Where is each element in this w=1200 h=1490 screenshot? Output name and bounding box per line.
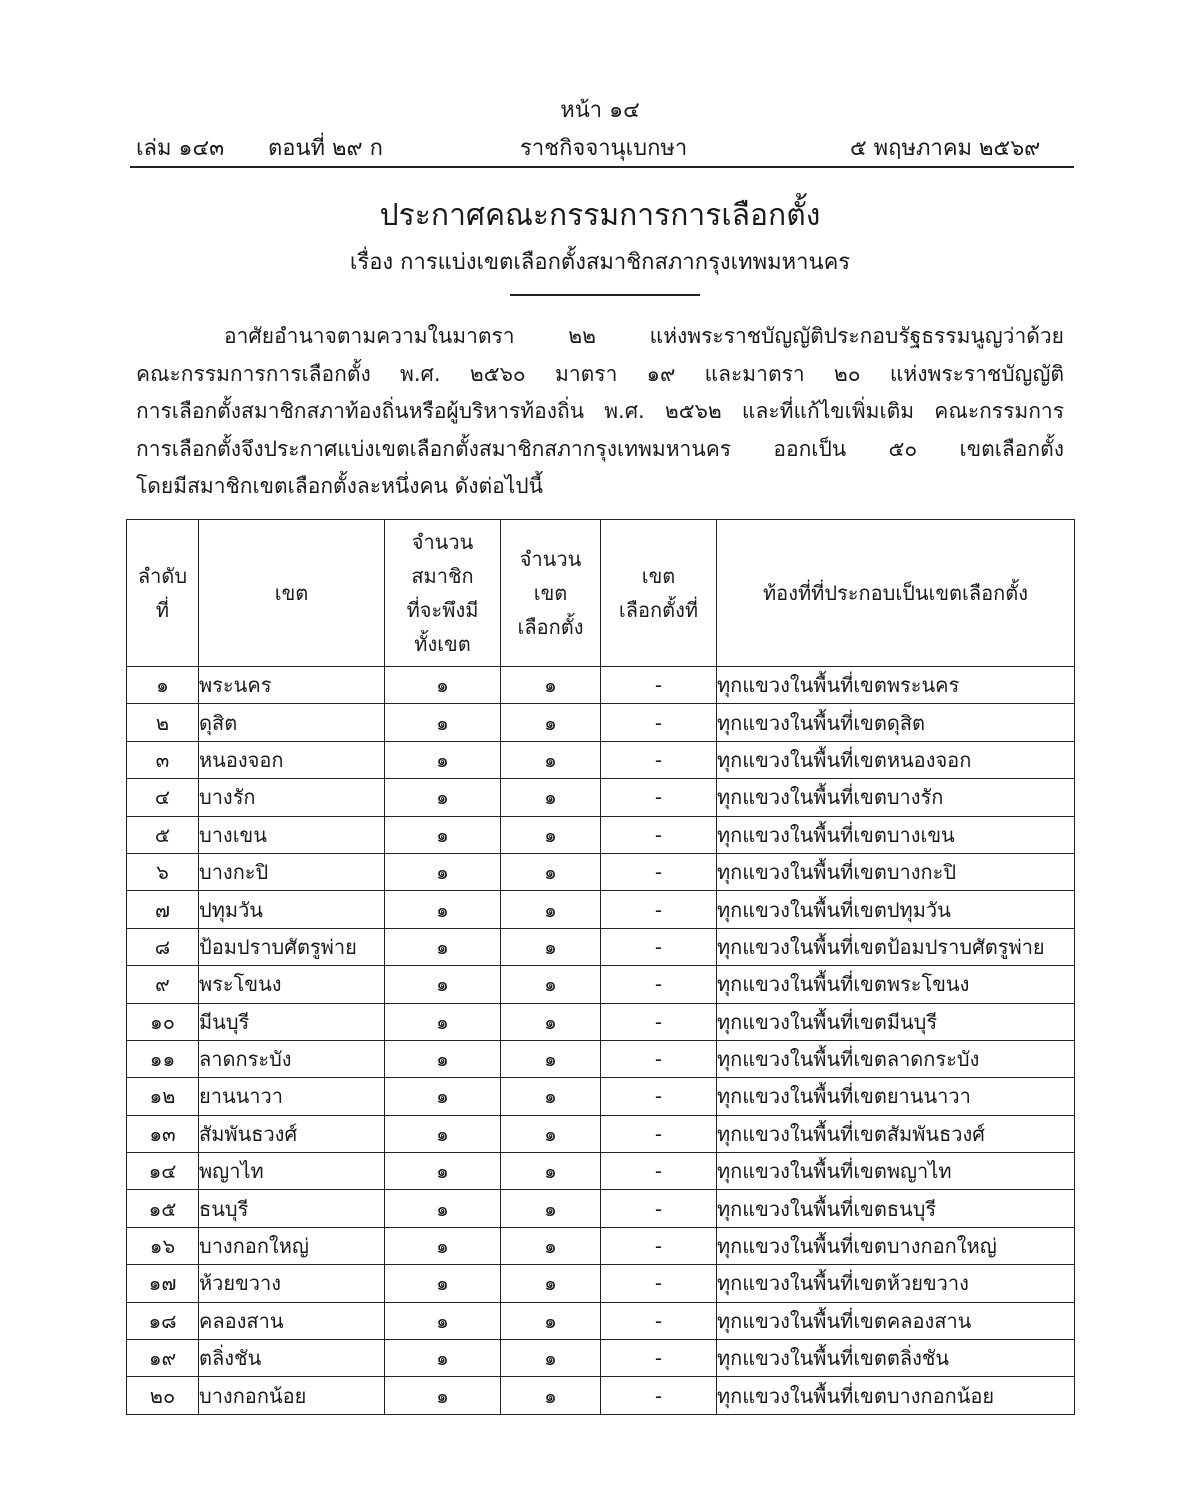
cell-no: ๙ (127, 966, 199, 1003)
header-line: ลำดับ (137, 564, 188, 588)
cell-no: ๗ (127, 891, 199, 928)
table-row (127, 1153, 1075, 1190)
table-row (127, 966, 1075, 1003)
cell-area: ทุกแขวงในพื้นที่เขตป้อมปราบศัตรูพ่าย (717, 928, 1075, 965)
cell-district: บางรัก (199, 779, 385, 816)
cell-zones: ๑ (501, 816, 601, 853)
district-table (126, 519, 1075, 1415)
cell-no: ๖ (127, 853, 199, 890)
cell-zone-no: - (601, 853, 717, 890)
cell-zones: ๑ (501, 704, 601, 741)
cell-zone-no: - (601, 667, 717, 704)
cell-district: พระโขนง (199, 966, 385, 1003)
cell-area: ทุกแขวงในพื้นที่เขตดุสิต (717, 704, 1075, 741)
cell-members: ๑ (385, 1003, 501, 1040)
intro-line: การเลือกตั้งจึงประกาศแบ่งเขตเลือกตั้งสมาชิกสภากรุงเทพมหานคร ออกเป็น ๕๐ เขตเลือกตั้ง (136, 436, 1064, 461)
cell-members: ๑ (385, 853, 501, 890)
cell-district: บางกอกใหญ่ (199, 1227, 385, 1264)
cell-district: ปทุมวัน (199, 891, 385, 928)
cell-zone-no: - (601, 1265, 717, 1302)
header-zone-no (601, 520, 717, 667)
header-line: สมาชิก (411, 564, 474, 588)
cell-zone-no: - (601, 891, 717, 928)
cell-members: ๑ (385, 1153, 501, 1190)
cell-zone-no: - (601, 741, 717, 778)
cell-zone-no: - (601, 1340, 717, 1377)
cell-members: ๑ (385, 667, 501, 704)
cell-no: ๑๕ (127, 1190, 199, 1227)
cell-zones: ๑ (501, 1078, 601, 1115)
cell-zone-no: - (601, 1227, 717, 1264)
cell-no: ๒๐ (127, 1377, 199, 1414)
cell-district: ดุสิต (199, 704, 385, 741)
cell-district: ป้อมปราบศัตรูพ่าย (199, 928, 385, 965)
header-line: จำนวน (519, 547, 582, 571)
header-line: ที่ (155, 598, 170, 622)
cell-area: ทุกแขวงในพื้นที่เขตบางกอกน้อย (717, 1377, 1075, 1414)
cell-members: ๑ (385, 1340, 501, 1377)
cell-zones: ๑ (501, 1040, 601, 1077)
publication-date: ๕ พฤษภาคม ๒๕๖๙ (850, 136, 1041, 161)
cell-zone-no: - (601, 928, 717, 965)
cell-district: บางเขน (199, 816, 385, 853)
publication-name: ราชกิจจานุเบกษา (520, 136, 688, 161)
cell-zones: ๑ (501, 1340, 601, 1377)
header-divider (130, 166, 1074, 168)
cell-no: ๑๐ (127, 1003, 199, 1040)
cell-no: ๒ (127, 704, 199, 741)
district-rows (127, 667, 1075, 1415)
cell-zones: ๑ (501, 853, 601, 890)
header-line: เขต (641, 564, 676, 588)
table-row (127, 816, 1075, 853)
cell-zones: ๑ (501, 1003, 601, 1040)
cell-zones: ๑ (501, 779, 601, 816)
cell-area: ทุกแขวงในพื้นที่เขตคลองสาน (717, 1302, 1075, 1339)
cell-zones: ๑ (501, 1302, 601, 1339)
cell-no: ๑๗ (127, 1265, 199, 1302)
cell-area: ทุกแขวงในพื้นที่เขตห้วยขวาง (717, 1265, 1075, 1302)
table-row (127, 741, 1075, 778)
title-divider (510, 294, 700, 296)
cell-zone-no: - (601, 1302, 717, 1339)
cell-members: ๑ (385, 779, 501, 816)
header-line: ที่จะพึงมี (406, 598, 479, 622)
cell-zone-no: - (601, 1115, 717, 1152)
table-row (127, 704, 1075, 741)
cell-area: ทุกแขวงในพื้นที่เขตสัมพันธวงศ์ (717, 1115, 1075, 1152)
table-row (127, 779, 1075, 816)
cell-district: ห้วยขวาง (199, 1265, 385, 1302)
cell-members: ๑ (385, 816, 501, 853)
cell-members: ๑ (385, 891, 501, 928)
cell-members: ๑ (385, 1227, 501, 1264)
header-line: เขต (274, 581, 309, 605)
cell-district: ลาดกระบัง (199, 1040, 385, 1077)
cell-zones: ๑ (501, 966, 601, 1003)
cell-zones: ๑ (501, 1377, 601, 1414)
table-row (127, 928, 1075, 965)
cell-area: ทุกแขวงในพื้นที่เขตปทุมวัน (717, 891, 1075, 928)
header-zones (501, 520, 601, 667)
announcement-title: ประกาศคณะกรรมการการเลือกตั้ง (379, 198, 821, 233)
table-row (127, 1377, 1075, 1414)
cell-area: ทุกแขวงในพื้นที่เขตหนองจอก (717, 741, 1075, 778)
cell-district: คลองสาน (199, 1302, 385, 1339)
header-district (199, 520, 385, 667)
intro-line: อาศัยอำนาจตามความในมาตรา ๒๒ แห่งพระราชบัญญัติประกอบรัฐธรรมนูญว่าด้วย (224, 324, 1064, 348)
intro-line: คณะกรรมการการเลือกตั้ง พ.ศ. ๒๕๖๐ มาตรา ๑๙ และมาตรา ๒๐ แห่งพระราชบัญญัติ (136, 361, 1064, 386)
volume-label: เล่ม ๑๔๓ (136, 136, 225, 161)
cell-no: ๔ (127, 779, 199, 816)
page-number: หน้า ๑๔ (560, 98, 640, 123)
announcement-subject: เรื่อง การแบ่งเขตเลือกตั้งสมาชิกสภากรุงเทพมหานคร (349, 250, 851, 275)
cell-district: มีนบุรี (199, 1003, 385, 1040)
table-row (127, 1302, 1075, 1339)
cell-zones: ๑ (501, 1227, 601, 1264)
cell-members: ๑ (385, 1265, 501, 1302)
cell-area: ทุกแขวงในพื้นที่เขตตลิ่งชัน (717, 1340, 1075, 1377)
cell-area: ทุกแขวงในพื้นที่เขตลาดกระบัง (717, 1040, 1075, 1077)
cell-zones: ๑ (501, 1265, 601, 1302)
cell-members: ๑ (385, 741, 501, 778)
header-area (717, 520, 1075, 667)
cell-district: พญาไท (199, 1153, 385, 1190)
cell-zones: ๑ (501, 1190, 601, 1227)
cell-area: ทุกแขวงในพื้นที่เขตพระโขนง (717, 966, 1075, 1003)
header-line: เลือกตั้งที่ (618, 598, 699, 622)
header-line: จำนวน (411, 530, 474, 554)
cell-zone-no: - (601, 1003, 717, 1040)
cell-district: ธนบุรี (199, 1190, 385, 1227)
cell-members: ๑ (385, 928, 501, 965)
cell-no: ๑๘ (127, 1302, 199, 1339)
table-row (127, 1040, 1075, 1077)
cell-area: ทุกแขวงในพื้นที่เขตพญาไท (717, 1153, 1075, 1190)
table-row (127, 1078, 1075, 1115)
table-row (127, 1190, 1075, 1227)
cell-members: ๑ (385, 704, 501, 741)
cell-district: ยานนาวา (199, 1078, 385, 1115)
cell-district: หนองจอก (199, 741, 385, 778)
intro-line: โดยมีสมาชิกเขตเลือกตั้งละหนึ่งคน ดังต่อไปนี้ (136, 474, 543, 498)
cell-zone-no: - (601, 1190, 717, 1227)
part-label: ตอนที่ ๒๙ ก (268, 136, 383, 161)
table-row (127, 1227, 1075, 1264)
table-row (127, 1115, 1075, 1152)
cell-zones: ๑ (501, 667, 601, 704)
table-row (127, 1003, 1075, 1040)
cell-zones: ๑ (501, 1153, 601, 1190)
cell-zone-no: - (601, 1377, 717, 1414)
cell-district: พระนคร (199, 667, 385, 704)
cell-no: ๑๔ (127, 1153, 199, 1190)
header-line: เขต (533, 581, 568, 605)
cell-members: ๑ (385, 1078, 501, 1115)
cell-zone-no: - (601, 1078, 717, 1115)
table-row (127, 891, 1075, 928)
intro-line: การเลือกตั้งสมาชิกสภาท้องถิ่นหรือผู้บริหารท้องถิ่น พ.ศ. ๒๕๖๒ และที่แก้ไขเพิ่มเติม คณะกรรมการ (136, 399, 1064, 423)
cell-zone-no: - (601, 1040, 717, 1077)
table-row (127, 1340, 1075, 1377)
cell-no: ๕ (127, 816, 199, 853)
cell-members: ๑ (385, 1302, 501, 1339)
cell-area: ทุกแขวงในพื้นที่เขตธนบุรี (717, 1190, 1075, 1227)
cell-district: บางกอกน้อย (199, 1377, 385, 1414)
cell-members: ๑ (385, 1377, 501, 1414)
cell-no: ๑๓ (127, 1115, 199, 1152)
cell-members: ๑ (385, 966, 501, 1003)
cell-district: สัมพันธวงศ์ (199, 1115, 385, 1152)
table-row (127, 667, 1075, 704)
table-row (127, 1265, 1075, 1302)
header-line: ทั้งเขต (414, 632, 471, 656)
header-line: ท้องที่ที่ประกอบเป็นเขตเลือกตั้ง (763, 581, 1028, 605)
cell-no: ๑๒ (127, 1078, 199, 1115)
cell-area: ทุกแขวงในพื้นที่เขตบางรัก (717, 779, 1075, 816)
cell-members: ๑ (385, 1190, 501, 1227)
cell-area: ทุกแขวงในพื้นที่เขตมีนบุรี (717, 1003, 1075, 1040)
cell-district: ตลิ่งชัน (199, 1340, 385, 1377)
cell-no: ๑ (127, 667, 199, 704)
cell-zones: ๑ (501, 891, 601, 928)
cell-district: บางกะปิ (199, 853, 385, 890)
cell-zone-no: - (601, 816, 717, 853)
cell-area: ทุกแขวงในพื้นที่เขตบางกอกใหญ่ (717, 1227, 1075, 1264)
cell-zones: ๑ (501, 741, 601, 778)
cell-zones: ๑ (501, 928, 601, 965)
cell-no: ๑๖ (127, 1227, 199, 1264)
cell-zone-no: - (601, 966, 717, 1003)
cell-area: ทุกแขวงในพื้นที่เขตยานนาวา (717, 1078, 1075, 1115)
header-no (127, 520, 199, 667)
cell-no: ๘ (127, 928, 199, 965)
header-members (385, 520, 501, 667)
cell-no: ๓ (127, 741, 199, 778)
cell-zone-no: - (601, 1153, 717, 1190)
table-row (127, 853, 1075, 890)
intro-paragraph (136, 318, 1064, 506)
gazette-header (130, 130, 1074, 166)
cell-zone-no: - (601, 704, 717, 741)
cell-no: ๑๑ (127, 1040, 199, 1077)
header-line: เลือกตั้ง (517, 615, 584, 639)
cell-area: ทุกแขวงในพื้นที่เขตพระนคร (717, 667, 1075, 704)
cell-area: ทุกแขวงในพื้นที่เขตบางกะปิ (717, 853, 1075, 890)
table-header-row (127, 520, 1075, 667)
cell-zone-no: - (601, 779, 717, 816)
cell-members: ๑ (385, 1115, 501, 1152)
cell-no: ๑๙ (127, 1340, 199, 1377)
cell-members: ๑ (385, 1040, 501, 1077)
cell-area: ทุกแขวงในพื้นที่เขตบางเขน (717, 816, 1075, 853)
cell-zones: ๑ (501, 1115, 601, 1152)
